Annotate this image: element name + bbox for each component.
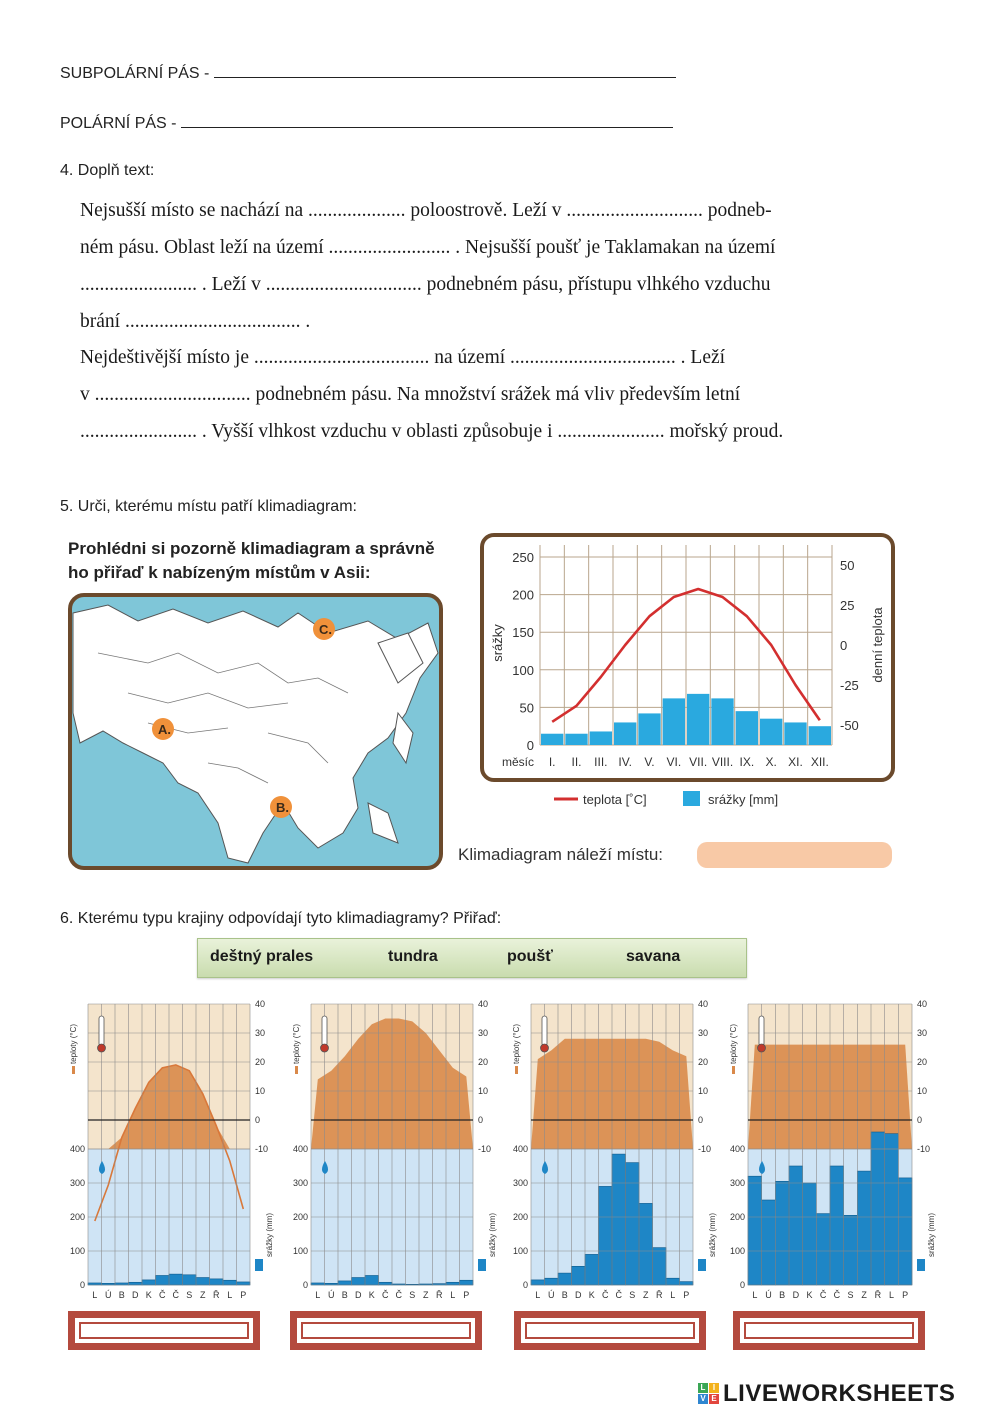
precip-bar — [585, 1254, 599, 1285]
left-tick-label: 0 — [739, 1280, 745, 1290]
right-tick-label: 30 — [478, 1028, 489, 1038]
ylabel-precip: srážky (mm) — [488, 1213, 497, 1257]
thermometer-bulb-icon — [758, 1044, 766, 1052]
climadiagram-3 — [505, 992, 723, 1312]
precip-bar — [844, 1215, 858, 1285]
q4-line: ném pásu. Oblast leží na území ......................... . Nejsušší poušť je Taklamakan na území — [80, 237, 776, 258]
month-label: D — [575, 1290, 582, 1300]
asia-map — [68, 593, 443, 870]
precip-bar — [156, 1275, 170, 1285]
logo-letter: I — [709, 1383, 719, 1393]
answer-box-2-field[interactable] — [301, 1322, 471, 1339]
left-tick-label: 100 — [292, 1246, 308, 1256]
month-label: P — [463, 1290, 470, 1300]
month-label: K — [145, 1290, 152, 1300]
right-tick-label: -10 — [917, 1144, 931, 1154]
precip-bar — [223, 1280, 237, 1285]
option-rainforest[interactable]: deštný prales — [210, 948, 314, 965]
month-label: D — [132, 1290, 139, 1300]
logo-letter: E — [709, 1394, 719, 1404]
precip-bar — [680, 1282, 694, 1285]
temp-legend-swatch — [515, 1066, 518, 1074]
thermometer-bulb-icon — [541, 1044, 549, 1052]
month-label: L — [315, 1290, 321, 1300]
ylabel-precip: srážky — [490, 624, 505, 662]
precip-bar — [88, 1283, 102, 1285]
month-label: P — [902, 1290, 909, 1300]
left-tick-label: 100 — [69, 1246, 85, 1256]
month-label: Ř — [874, 1290, 882, 1300]
precip-legend-swatch — [255, 1259, 263, 1271]
left-tick-label: 300 — [729, 1178, 745, 1188]
ylabel-temp: teploty (°C) — [292, 1023, 301, 1065]
subpolar-blank[interactable] — [214, 63, 676, 78]
right-tick-label: 10 — [255, 1086, 266, 1096]
precip-bar — [871, 1132, 885, 1285]
right-tick-label: 20 — [698, 1057, 709, 1067]
q4-line: brání .................................... . — [80, 311, 311, 332]
month-label: S — [409, 1290, 416, 1300]
option-savanna[interactable]: savana — [626, 948, 681, 965]
month-label: Ř — [213, 1290, 220, 1300]
left-tick-label: 100 — [729, 1246, 745, 1256]
month-label: Z — [200, 1290, 206, 1300]
right-tick-label: -10 — [255, 1144, 269, 1154]
precip-bar — [590, 731, 612, 745]
month-label: S — [186, 1290, 193, 1300]
climadiagram-2 — [285, 992, 503, 1312]
precip-bar — [809, 726, 831, 745]
month-label: Z — [861, 1290, 867, 1300]
q4-line: ........................ . Vyšší vlhkost vzduchu v oblasti způsobuje i ...................... mořský proud. — [80, 421, 784, 442]
q5-instruction — [68, 537, 435, 585]
q4-heading: 4. Doplň text: — [60, 162, 155, 179]
month-label: L — [752, 1290, 758, 1300]
month-label: K — [588, 1290, 595, 1300]
precip-bar — [857, 1171, 871, 1285]
precip-bar — [775, 1181, 789, 1285]
precip-bar — [379, 1282, 393, 1285]
precip-bar — [789, 1166, 803, 1285]
right-tick-label: -50 — [840, 718, 859, 733]
logo-letter: L — [698, 1383, 708, 1393]
left-tick-label: 200 — [512, 1212, 528, 1222]
right-tick-label: 50 — [840, 558, 855, 573]
month-label: XI. — [788, 755, 803, 769]
climadiagram-4 — [722, 992, 942, 1312]
month-label: Č — [819, 1290, 827, 1300]
precip-bar — [183, 1275, 197, 1285]
xlabel: měsíc — [501, 755, 534, 769]
thermometer-icon — [759, 1016, 764, 1046]
month-label: B — [341, 1290, 348, 1300]
month-label: Ú — [548, 1290, 555, 1300]
left-tick-label: 250 — [512, 550, 534, 565]
month-label: III. — [594, 755, 608, 769]
precip-bar — [169, 1274, 183, 1285]
q5-instruction-line: ho přiřaď k nabízeným místům v Asii: — [68, 563, 371, 582]
precip-bar — [614, 722, 636, 745]
temp-legend-swatch — [72, 1066, 75, 1074]
right-tick-label: 0 — [917, 1115, 923, 1125]
precip-bar — [352, 1278, 366, 1285]
left-tick-label: 300 — [69, 1178, 85, 1188]
precip-bar — [830, 1166, 844, 1285]
right-tick-label: 40 — [478, 999, 489, 1009]
precip-bar — [784, 722, 806, 745]
left-tick-label: 100 — [512, 1246, 528, 1256]
temp-legend-swatch — [732, 1066, 735, 1074]
precip-bar — [558, 1273, 572, 1285]
temp-legend-swatch — [295, 1066, 298, 1074]
month-label: Ř — [656, 1290, 663, 1300]
month-label: Č — [382, 1290, 389, 1300]
month-label: K — [368, 1290, 375, 1300]
answer-box-3[interactable] — [514, 1311, 706, 1350]
left-tick-label: 0 — [526, 738, 534, 753]
climadiagram-main — [480, 533, 895, 813]
precip-bar — [541, 734, 563, 745]
precip-bar — [237, 1282, 251, 1285]
month-label: L — [227, 1290, 233, 1300]
precip-bar — [446, 1282, 460, 1285]
right-tick-label: 20 — [255, 1057, 266, 1067]
logo-icon — [698, 1383, 720, 1405]
answer-input[interactable] — [697, 842, 892, 868]
right-tick-label: 0 — [840, 638, 848, 653]
thermometer-icon — [542, 1016, 547, 1046]
precip-bar — [545, 1278, 559, 1285]
precip-bar — [687, 694, 709, 745]
precip-bar — [736, 711, 758, 745]
month-label: L — [888, 1290, 895, 1300]
precip-bar — [762, 1200, 776, 1285]
precip-bar — [565, 734, 587, 745]
option-tundra[interactable]: tundra — [388, 948, 438, 965]
month-label: XII. — [810, 755, 829, 769]
precip-bar — [711, 698, 733, 745]
word-bank — [197, 938, 747, 978]
month-label: Č — [833, 1290, 841, 1300]
ylabel-temp: teploty (°C) — [729, 1023, 738, 1065]
month-label: D — [355, 1290, 362, 1300]
left-tick-label: 400 — [729, 1144, 745, 1154]
marker-b-label: B. — [276, 800, 289, 815]
right-tick-label: 10 — [917, 1086, 928, 1096]
precip-bar — [612, 1154, 626, 1285]
month-label: Č — [172, 1290, 179, 1300]
left-tick-label: 200 — [292, 1212, 308, 1222]
left-tick-label: 50 — [519, 700, 534, 716]
right-tick-label: -10 — [698, 1144, 712, 1154]
right-tick-label: 10 — [478, 1086, 489, 1096]
month-label: S — [847, 1290, 854, 1300]
precip-bar — [115, 1283, 129, 1285]
month-label: Ú — [328, 1290, 335, 1300]
answer-box-4[interactable] — [733, 1311, 925, 1350]
answer-box-4-field[interactable] — [744, 1322, 914, 1339]
right-tick-label: 40 — [255, 999, 266, 1009]
left-tick-label: 200 — [512, 587, 534, 603]
marker-c-label: C. — [319, 622, 332, 637]
left-tick-label: 300 — [292, 1178, 308, 1188]
answer-box-2[interactable] — [290, 1311, 482, 1350]
precip-legend-swatch — [917, 1259, 925, 1271]
climadiagram-3-svg — [505, 992, 723, 1307]
right-tick-label: 0 — [698, 1115, 704, 1125]
q5-instruction-line: Prohlédni si pozorně klimadiagram a správně — [68, 539, 435, 558]
thermometer-icon — [99, 1016, 104, 1046]
month-label: IX. — [739, 755, 755, 769]
polar-blank[interactable] — [181, 113, 673, 128]
legend-temp-label: teplota [˚C] — [583, 792, 647, 807]
right-tick-label: -25 — [840, 678, 859, 693]
month-label: D — [792, 1290, 800, 1300]
right-tick-label: -10 — [478, 1144, 492, 1154]
precip-legend-swatch — [698, 1259, 706, 1271]
left-tick-label: 100 — [512, 662, 534, 678]
precip-bar — [816, 1214, 830, 1285]
precip-bar — [639, 1203, 653, 1285]
month-label: K — [806, 1290, 813, 1300]
month-label: P — [240, 1290, 247, 1300]
climadiagram-1-svg — [62, 992, 280, 1307]
month-label: Č — [395, 1290, 402, 1300]
month-label: IV. — [618, 755, 632, 769]
q5-heading: 5. Urči, kterému místu patří klimadiagram: — [60, 498, 357, 515]
ylabel-precip: srážky (mm) — [708, 1213, 717, 1257]
precip-bar — [599, 1186, 613, 1285]
month-label: B — [561, 1290, 568, 1300]
q4-line: v ................................ podnebném pásu. Na množství srážek má vliv především letní — [80, 384, 741, 405]
precip-bar — [365, 1275, 379, 1285]
right-tick-label: 30 — [698, 1028, 709, 1038]
month-label: VIII. — [711, 755, 734, 769]
q6-heading: 6. Kterému typu krajiny odpovídají tyto klimadiagramy? Přiřaď: — [60, 910, 502, 927]
precip-bar — [748, 1176, 762, 1285]
climadiagram-1 — [62, 992, 280, 1312]
precip-bar — [885, 1134, 899, 1285]
left-tick-label: 0 — [522, 1280, 528, 1290]
precip-bar — [129, 1282, 143, 1285]
thermometer-icon — [322, 1016, 327, 1046]
climadiagram-4-svg — [722, 992, 942, 1307]
left-tick-label: 200 — [69, 1212, 85, 1222]
right-tick-label: 30 — [917, 1028, 928, 1038]
precip-bar — [760, 719, 782, 745]
ylabel-temp: denní teplota — [870, 607, 885, 683]
q4-line: Nejdeštivější místo je .................................... na území .................................. . Leží — [80, 347, 726, 368]
answer-box-1-field[interactable] — [79, 1322, 249, 1339]
right-tick-label: 10 — [698, 1086, 709, 1096]
thermometer-bulb-icon — [321, 1044, 329, 1052]
ylabel-precip: srážky (mm) — [927, 1213, 936, 1257]
month-label: S — [629, 1290, 636, 1300]
right-tick-label: 25 — [840, 598, 855, 613]
left-tick-label: 400 — [69, 1144, 85, 1154]
precip-bar — [803, 1183, 817, 1285]
precip-bar — [572, 1266, 586, 1285]
month-label: P — [683, 1290, 690, 1300]
month-label: Z — [423, 1290, 429, 1300]
month-label: II. — [571, 755, 582, 769]
liveworksheets-logo — [698, 1380, 998, 1408]
month-label: Č — [615, 1290, 622, 1300]
right-tick-label: 20 — [478, 1057, 489, 1067]
left-tick-label: 300 — [512, 1178, 528, 1188]
legend-precip-label: srážky [mm] — [708, 792, 779, 807]
thermometer-bulb-icon — [98, 1044, 106, 1052]
precip-bar — [653, 1248, 667, 1285]
left-tick-label: 200 — [729, 1212, 745, 1222]
precip-bar — [338, 1281, 352, 1285]
legend-precip-swatch — [683, 791, 700, 806]
ylabel-temp: teploty (°C) — [512, 1023, 521, 1065]
marker-a-label: A. — [158, 722, 171, 737]
q4-line: Nejsušší místo se nachází na .................... poloostrově. Leží v ............................ podneb- — [80, 200, 772, 221]
left-tick-label: 150 — [512, 625, 534, 641]
right-tick-label: 0 — [255, 1115, 261, 1125]
polar-line — [60, 113, 673, 133]
climadiagram-2-svg — [285, 992, 503, 1307]
precip-bar — [196, 1278, 210, 1285]
precip-bar — [898, 1178, 912, 1285]
logo-text: LIVEWORKSHEETS — [723, 1380, 956, 1407]
left-tick-label: 0 — [79, 1280, 85, 1290]
answer-box-1[interactable] — [68, 1311, 260, 1350]
right-tick-label: 20 — [917, 1057, 928, 1067]
logo-letter: V — [698, 1394, 708, 1404]
month-label: Č — [159, 1290, 166, 1300]
precip-bar — [626, 1163, 640, 1285]
left-tick-label: 400 — [292, 1144, 308, 1154]
right-tick-label: 30 — [255, 1028, 266, 1038]
month-label: L — [92, 1290, 98, 1300]
left-tick-label: 0 — [302, 1280, 308, 1290]
month-label: L — [670, 1290, 676, 1300]
month-label: I. — [548, 755, 556, 769]
right-tick-label: 40 — [917, 999, 928, 1009]
polar-label: POLÁRNÍ PÁS - — [60, 115, 177, 132]
precip-bar — [531, 1280, 545, 1285]
precip-bar — [666, 1278, 680, 1285]
month-label: L — [535, 1290, 541, 1300]
month-label: Ú — [765, 1290, 772, 1300]
ylabel-temp: teploty (°C) — [69, 1023, 78, 1065]
subpolar-line — [60, 63, 676, 83]
month-label: VI. — [666, 755, 682, 769]
option-desert[interactable]: poušť — [507, 948, 553, 965]
climadiagram-main-svg — [480, 533, 895, 813]
right-tick-label: 0 — [478, 1115, 484, 1125]
precip-bar — [638, 713, 660, 745]
ylabel-precip: srážky (mm) — [265, 1213, 274, 1257]
precip-bar — [142, 1280, 156, 1285]
month-label: B — [779, 1290, 786, 1300]
right-tick-label: 40 — [698, 999, 709, 1009]
month-label: Z — [643, 1290, 649, 1300]
month-label: V. — [644, 755, 655, 769]
q4-line: ........................ . Leží v ................................ podnebném pásu, přístupu vlhkého vzduchu — [80, 274, 771, 295]
month-label: Ř — [436, 1290, 443, 1300]
month-label: X. — [765, 755, 777, 769]
precip-bar — [460, 1280, 474, 1285]
month-label: Ú — [105, 1290, 112, 1300]
month-label: VII. — [689, 755, 708, 769]
asia-map-svg — [68, 593, 443, 870]
month-label: Č — [602, 1290, 609, 1300]
answer-label: Klimadiagram náleží místu: — [458, 845, 664, 864]
month-label: B — [118, 1290, 125, 1300]
month-label: L — [450, 1290, 456, 1300]
answer-box-3-field[interactable] — [525, 1322, 695, 1339]
precip-legend-swatch — [478, 1259, 486, 1271]
precip-bar — [210, 1279, 224, 1285]
precip-bar — [311, 1283, 325, 1285]
subpolar-label: SUBPOLÁRNÍ PÁS - — [60, 65, 210, 82]
precip-bar — [663, 698, 685, 745]
left-tick-label: 400 — [512, 1144, 528, 1154]
